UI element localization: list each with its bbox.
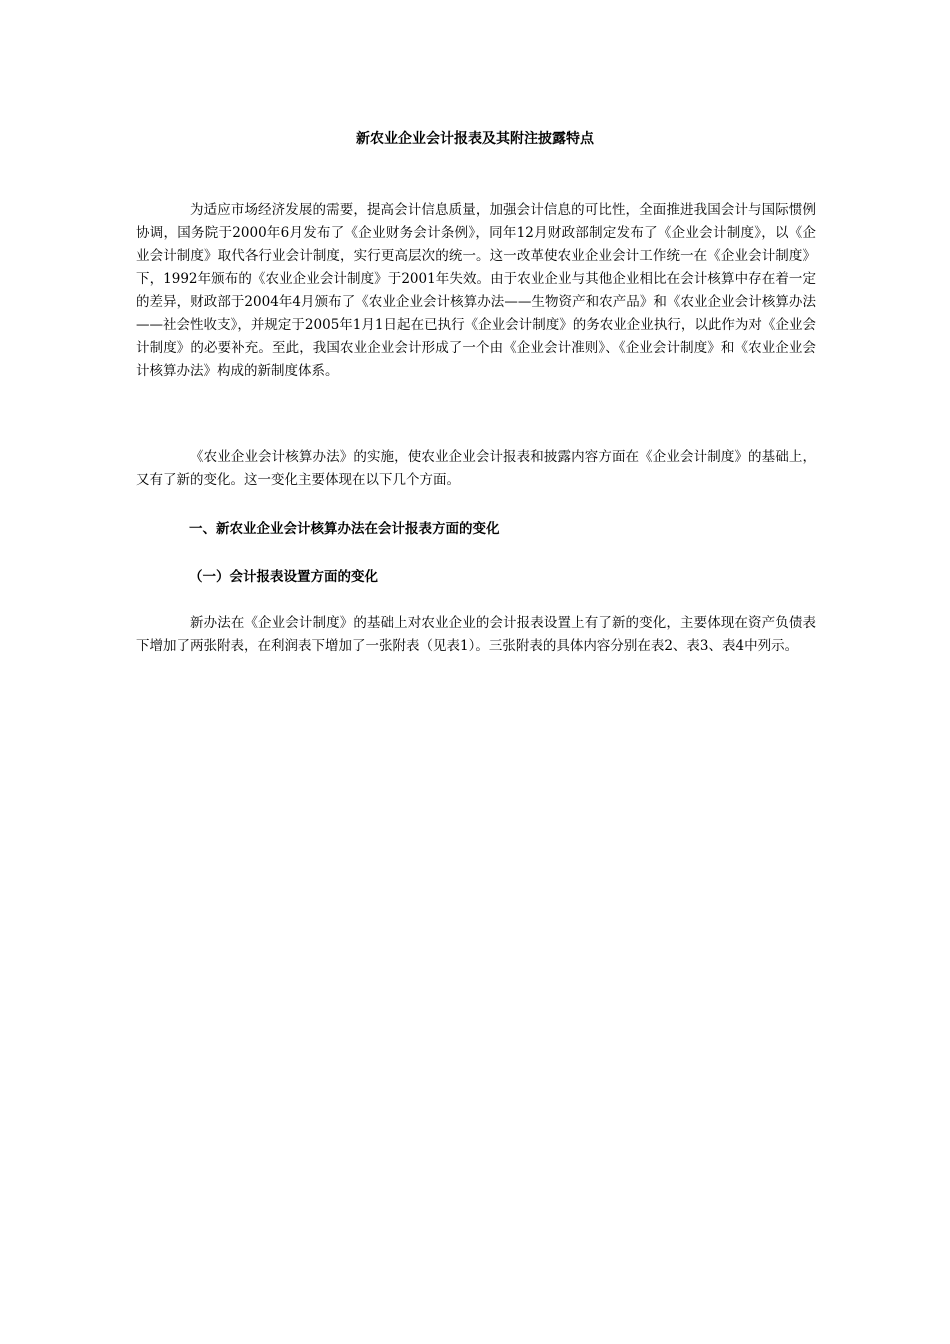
paragraph-changes: 《农业企业会计核算办法》的实施，使农业企业会计报表和披露内容方面在《企业会计制度》的基础上，又有了新的变化。这一变化主要体现在以下几个方面。	[136, 449, 816, 488]
paragraph-report-settings-block	[136, 612, 816, 658]
paragraph-changes-block	[136, 446, 816, 492]
paragraph-intro-block	[136, 199, 816, 383]
paragraph-intro: 为适应市场经济发展的需要，提高会计信息质量，加强会计信息的可比性，全面推进我国会计与国际惯例协调，国务院于2000年6月发布了《企业财务会计条例》，同年12月财政部制定发布了《企业会计制度》，以《企业会计制度》取代各行业会计制度，实行更高层次的统一。这一改革使农业企业会计工作统一在《企业会计制度》下，1992年颁布的《农业企业会计制度》于2001年失效。由于农业企业与其他企业相比在会计核算中存在着一定的差异，财政部于2004年4月颁布了《农业企业会计核算办法——生物资产和农产品》和《农业企业会计核算办法——社会性收支》，并规定于2005年1月1日起在已执行《企业会计制度》的务农业企业执行，以此作为对《企业会计制度》的必要补充。至此，我国农业企业会计形成了一个由《企业会计准则》、《企业会计制度》和《农业企业会计核算办法》构成的新制度体系。	[136, 202, 816, 379]
paragraph-report-settings: 新办法在《企业会计制度》的基础上对农业企业的会计报表设置上有了新的变化，主要体现在资产负债表下增加了两张附表，在利润表下增加了一张附表（见表1）。三张附表的具体内容分别在表2、表3、表4中列示。	[136, 615, 816, 654]
document-title: 新农业企业会计报表及其附注披露特点	[356, 131, 594, 147]
section-heading-1: 一、新农业企业会计核算办法在会计报表方面的变化	[189, 521, 500, 537]
subsection-heading-1: （一）会计报表设置方面的变化	[189, 569, 378, 585]
